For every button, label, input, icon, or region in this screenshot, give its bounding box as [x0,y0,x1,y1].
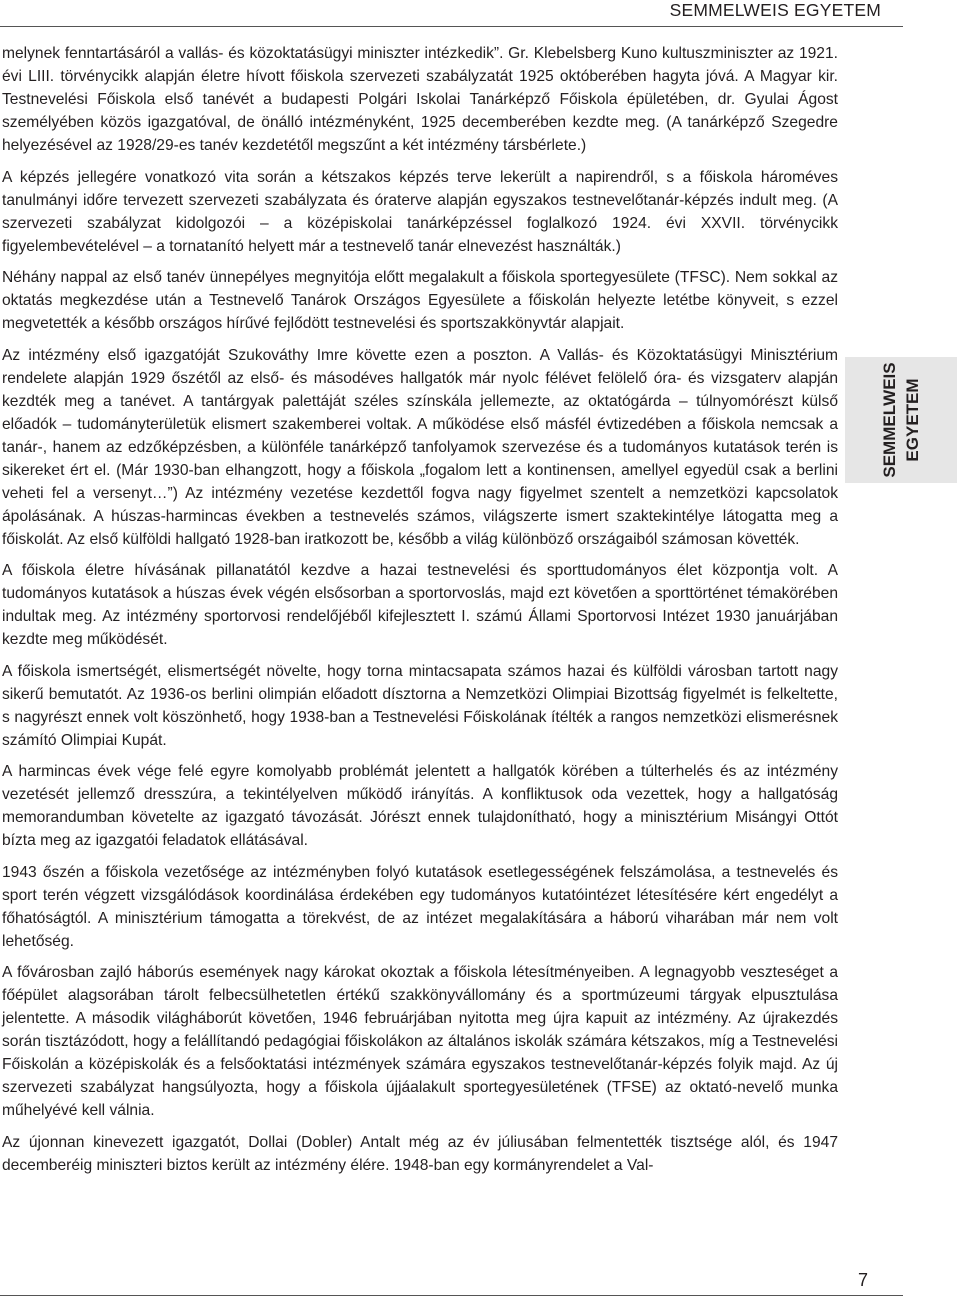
paragraph: Az újonnan kinevezett igazgatót, Dollai (Dobler) Antalt még az év júliusában felmentették tisztsége alól, és 1947 decemberéig miniszteri biztos került az intézmény élére. 1948-ban egy kormányrendelet a Val- [2,1133,838,1174]
paragraph: A harmincas évek vége felé egyre komolyabb problémát jelentett a hallgatók körében a túlterhelés és az intézmény vezetését jellemző dresszúra, a tekintélyelven működő irányítás. A konfliktusok oda vezettek, hogy a hallgatóság memorandumban követelte az igazgató távozását. Jórészt ennek tulajdonítható, hogy a minisztérium Misángyi Ottót bízta meg az igazgatói feladatok ellátásával. [2,763,838,849]
paragraph: Az intézmény első igazgatóját Szukováthy Imre követte ezen a poszton. A Vallás- és Közoktatásügyi Minisztérium rendelete alapján 1929 őszétől az első- és másodéves hallgatók már nyolc félévet felölelő óra- és vizsgaterv alapján kezdték meg a tanévet. A tantárgyak palettáját széles színskála jellemezte, az oktatógárda – túlnyomórészt külső előadók – tudományterületük elismert szakemberei voltak. A működése első másfél évtizedében a főiskola nemcsak a tanár-, hanem az edzőképzésben, a különféle tanárképző tanfolyamok szervezése és a tudományos kutatások terén is sikereket ért el. (Már 1930-ban elhangzott, hogy a főiskola „fogalom lett a kontinensen, amellyel egyedül csak a berlini veheti fel a versenyt…”) Az intézmény vezetése kezdettől fogva nagy figyelmet szentelt a nemzetközi kapcsolatok ápolásának. A húszas-harmincas években a testnevelés számos, világszerte ismert szaktekintélye látogatta meg a főiskolát. Az első külföldi hallgató 1928-ban iratkozott be, később a világ különböző országaiból számosan követték. [2,346,838,548]
page-number: 7 [858,1270,869,1290]
footer-rule [0,1295,903,1296]
side-tab [845,357,957,483]
side-tab-line-2: EGYETEM [903,378,922,462]
paragraph: 1943 őszén a főiskola vezetősége az intézményben folyó kutatások esetlegességének felszámolása, a testnevelés és sport terén végzett vizsgálódások koordinálása érdekében egy tudományos kutatóintézet létesítésére kért engedélyt a főhatóságtól. A minisztérium támogatta a törekvést, de az intézet megalakítására a háború viharában már nem volt lehetőség. [2,863,838,950]
paragraph: A fővárosban zajló háborús események nagy károkat okoztak a főiskola létesítményeiben. A legnagyobb veszteséget a főépület alagsorában tárolt felbecsülhetetlen értékű szakkönyvállomány és a sportmúzeumi tárgyak elpusztulása jelentette. A második világháborút követően, 1946 februárjában nyitotta meg újra kapuit az intézmény. Az újrakezdés során tisztázódott, hogy a felállítandó pedagógiai főiskolákon az általános iskolák számára kétszakos, míg a Testnevelési Főiskolán a középiskolák és a felsőoktatási intézmények számára egyszakos testnevelőtanár-képzés folyik majd. Az új szervezeti szabályzat hangsúlyozta, hogy a főiskola újjáalakult sportegyesületének (TFSE) az oktató-nevelő munka műhelyévé kell válnia. [2,964,838,1119]
side-tab-line-1: SEMMELWEIS [880,362,899,478]
paragraph: melynek fenntartásáról a vallás- és közoktatásügyi miniszter intézkedik”. Gr. Klebelsberg Kuno kultuszminiszter az 1921. évi LIII. törvénycikk alapján életre hívott főiskola szervezeti szabályzatát 1925 októberében hagyta jóvá. A Magyar kir. Testnevelési Főiskola első tanévét a budapesti Polgári Iskolai Tanárképző Főiskola épületében, dr. Gyulai Ágost személyében közös igazgatóval, de önálló intézményként, 1925 decemberében kezdte meg. (A tanárképző Szegedre helyezésével az 1928/29-es tanév kezdetétől megszűnt a két intézmény társbérlete.) [2,45,838,154]
running-head: SEMMELWEIS EGYETEM [669,0,881,20]
side-tab-label [878,362,924,477]
paragraph: A képzés jellegére vonatkozó vita során a kétszakos képzés terve lekerült a napirendről, s a főiskola hároméves tanulmányi időre tervezett szervezeti szabályzata és óraterve alapján egyszakos testnevelőtanár-képzés indult meg. (A szervezeti szabályzat kidolgozói – a középiskolai tanárképzéssel foglalkozó 1924. évi XXVII. törvénycikk figyelembevételével – a tornatanító helyett már a testnevelő tanár elnevezést használták.) [2,168,838,255]
paragraph: A főiskola ismertségét, elismertségét növelte, hogy torna mintacsapata számos hazai és külföldi városban tartott nagy sikerű bemutatót. Az 1936-os berlini olimpián előadott dísztorna a Nemzetközi Olimpiai Bizottság figyelmét is felkeltette, s nagyrészt ennek volt köszönhető, hogy 1938-ban a Testnevelési Főiskolának ítélték a rangos nemzetközi elismerésnek számító Olimpiai Kupát. [2,662,838,749]
paragraph: A főiskola életre hívásának pillanatától kezdve a hazai testnevelési és sporttudományos élet központja volt. A tudományos kutatások a húszas évek végén elsősorban a sportorvoslás, majd ezt követően a sporttörténet témakörében indultak meg. Az intézmény sportorvosi rendelőjéből kifejlesztett I. számú Állami Sportorvosi Intézet 1930 januárjában kezdte meg működését. [2,562,838,648]
main-text [2,42,838,1185]
paragraph: Néhány nappal az első tanév ünnepélyes megnyitója előtt megalakult a főiskola sportegyesülete (TFSC). Nem sokkal az oktatás megkezdése után a Testnevelő Tanárok Országos Egyesülete a főiskolán helyezte letétbe könyveit, s ezzel megvetették a később országos hírűvé fejlődött testnevelési és sportszakkönyvtár alapjait. [2,269,838,332]
header-rule [0,26,903,27]
